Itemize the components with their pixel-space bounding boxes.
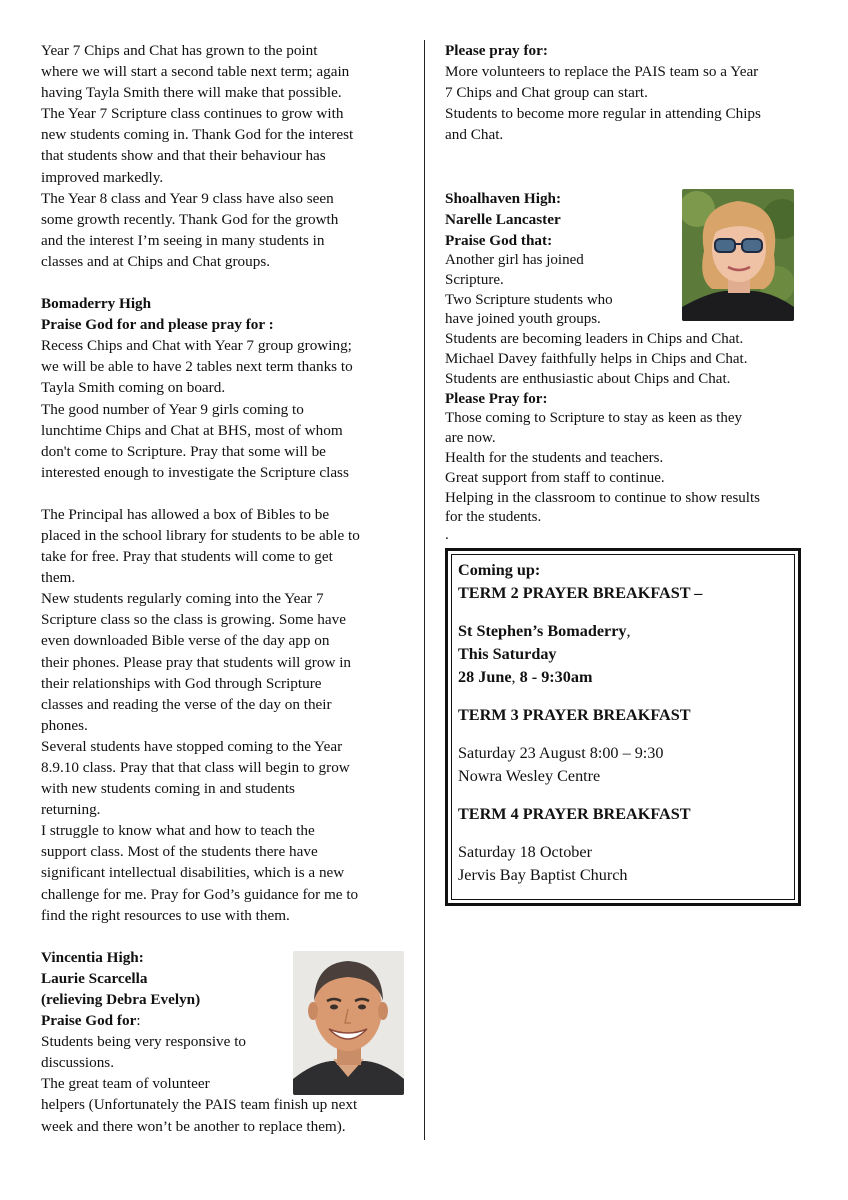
praise-label: Praise God for <box>41 1012 137 1030</box>
term4-heading: TERM 4 PRAYER BREAKFAST <box>458 805 691 823</box>
section-heading: Shoalhaven High: <box>445 190 562 207</box>
text-line: Students are enthusiastic about Chips and Chat. <box>445 370 731 387</box>
narelle-photo <box>682 189 794 321</box>
term3-date: Saturday 23 August 8:00 – 9:30 <box>458 744 664 762</box>
text-line: don't come to Scripture. Pray that some will be <box>41 442 326 460</box>
teacher-name: Laurie Scarcella <box>41 969 148 987</box>
section-subheading: Praise God for and please pray for : <box>41 316 274 334</box>
text-line: and Chat. <box>445 126 504 143</box>
section-heading: Bomaderry High <box>41 295 152 313</box>
text-line: placed in the school library for students to be able to <box>41 526 360 544</box>
praise-colon: : <box>136 1012 141 1030</box>
term2-venue: St Stephen’s Bomaderry <box>458 622 627 640</box>
text-line: Health for the students and teachers. <box>445 449 664 466</box>
text-line: phones. <box>41 716 88 734</box>
text-line: challenge for me. Pray for God’s guidance for me to <box>41 885 359 903</box>
intro-section <box>41 40 409 272</box>
text-line: More volunteers to replace the PAIS team so a Year <box>445 63 759 80</box>
text-line: their phones. Please pray that students will grow in <box>41 653 352 671</box>
text-line: with new students coming in and students <box>41 780 295 798</box>
pray-section <box>445 40 813 145</box>
text-line: Michael Davey faithfully helps in Chips and Chat. <box>445 350 748 367</box>
section-heading: Please pray for: <box>445 42 548 59</box>
term4-venue: Jervis Bay Baptist Church <box>458 866 628 884</box>
stray-dot: . <box>445 527 449 544</box>
text-line: their relationships with God through Scripture <box>41 674 322 692</box>
text-line: new students coming in. Thank God for the interest <box>41 126 354 144</box>
text-line: improved markedly. <box>41 168 164 186</box>
text-line: Year 7 Chips and Chat has grown to the point <box>41 42 318 59</box>
text-line: have joined youth groups. <box>445 311 601 328</box>
text-line: them. <box>41 569 76 587</box>
text-line: are now. <box>445 430 496 447</box>
section-heading: Vincentia High: <box>41 948 144 966</box>
text-line: The Year 7 Scripture class continues to grow with <box>41 105 344 123</box>
text-line: Students being very responsive to <box>41 1033 247 1051</box>
text-line: that students show and that their behaviour has <box>41 147 326 165</box>
text-line: where we will start a second table next term; again <box>41 63 350 81</box>
text-line: Several students have stopped coming to the Year <box>41 737 343 755</box>
text-line: Great support from staff to continue. <box>445 469 665 486</box>
text-line: 8.9.10 class. Pray that that class will begin to grow <box>41 759 350 776</box>
term2-heading: TERM 2 PRAYER BREAKFAST – <box>458 584 703 602</box>
portrait-man-icon <box>293 951 404 1095</box>
text-line: take for free. Pray that students will come to get <box>41 548 333 566</box>
text-line: lunchtime Chips and Chat at BHS, most of whom <box>41 421 343 439</box>
teacher-name: Narelle Lancaster <box>445 211 561 228</box>
text-line: week and there won’t be another to replace them). <box>41 1117 346 1135</box>
portrait-woman-icon <box>682 189 794 321</box>
term3-venue: Nowra Wesley Centre <box>458 767 601 785</box>
text-line: The great team of volunteer <box>41 1075 210 1093</box>
term2-date-sep: , <box>511 668 520 686</box>
term3-heading: TERM 3 PRAYER BREAKFAST <box>458 706 691 724</box>
text-line: interested enough to investigate the Scripture class <box>41 463 349 481</box>
coming-up-content <box>458 559 788 887</box>
text-line: support class. Most of the students there have <box>41 843 318 861</box>
text-line: classes and reading the verse of the day on their <box>41 695 332 713</box>
text-line: Two Scripture students who <box>445 291 613 308</box>
term2-time: 8 - 9:30am <box>519 668 593 686</box>
text-line: discussions. <box>41 1054 114 1072</box>
text-line: New students regularly coming into the Year 7 <box>41 590 324 608</box>
text-line: Recess Chips and Chat with Year 7 group growing; <box>41 337 352 355</box>
text-line: significant intellectual disabilities, which is a new <box>41 864 345 882</box>
term4-date: Saturday 18 October <box>458 843 592 861</box>
text-line: Scripture class so the class is growing. Some have <box>41 611 346 629</box>
text-line: Students are becoming leaders in Chips and Chat. <box>445 331 744 348</box>
term2-venue-line <box>458 620 788 643</box>
text-line: for the students. <box>445 509 542 526</box>
column-divider <box>424 40 425 1140</box>
pray-heading: Please Pray for: <box>445 390 548 407</box>
text-line: The Principal has allowed a box of Bibles to be <box>41 505 330 523</box>
term2-venue-comma: , <box>626 622 631 640</box>
bomaderry-section <box>41 293 409 926</box>
text-line: Helping in the classroom to continue to show results <box>445 489 760 506</box>
text-line: even downloaded Bible verse of the day app on <box>41 632 330 650</box>
relieving-note: (relieving Debra Evelyn) <box>41 990 201 1008</box>
text-line: Scripture. <box>445 271 504 288</box>
term2-day: This Saturday <box>458 645 557 663</box>
text-line: Tayla Smith coming on board. <box>41 379 226 397</box>
text-line: I struggle to know what and how to teach the <box>41 822 315 840</box>
praise-heading: Praise God that: <box>445 232 553 249</box>
coming-up-box <box>445 548 801 906</box>
term2-date: 28 June <box>458 668 512 686</box>
text-line: find the right resources to use with them. <box>41 906 290 924</box>
text-line: and the interest I’m seeing in many students in <box>41 231 325 249</box>
coming-up-heading: Coming up: <box>458 561 541 579</box>
text-line: helpers (Unfortunately the PAIS team finish up next <box>41 1096 358 1114</box>
text-line: some growth recently. Thank God for the growth <box>41 210 339 228</box>
laurie-photo <box>293 951 404 1095</box>
text-line: Another girl has joined <box>445 252 584 268</box>
text-line: 7 Chips and Chat group can start. <box>445 84 648 101</box>
text-line: The Year 8 class and Year 9 class have also seen <box>41 189 334 207</box>
text-line: The good number of Year 9 girls coming to <box>41 400 304 418</box>
text-line: classes and at Chips and Chat groups. <box>41 252 271 270</box>
text-line: returning. <box>41 801 101 819</box>
text-line: Those coming to Scripture to stay as keen as they <box>445 410 743 427</box>
term2-date-line <box>458 666 788 689</box>
text-line: having Tayla Smith there will make that possible. <box>41 84 342 102</box>
text-line: Students to become more regular in attending Chips <box>445 105 761 122</box>
text-line: we will be able to have 2 tables next term thanks to <box>41 358 353 376</box>
